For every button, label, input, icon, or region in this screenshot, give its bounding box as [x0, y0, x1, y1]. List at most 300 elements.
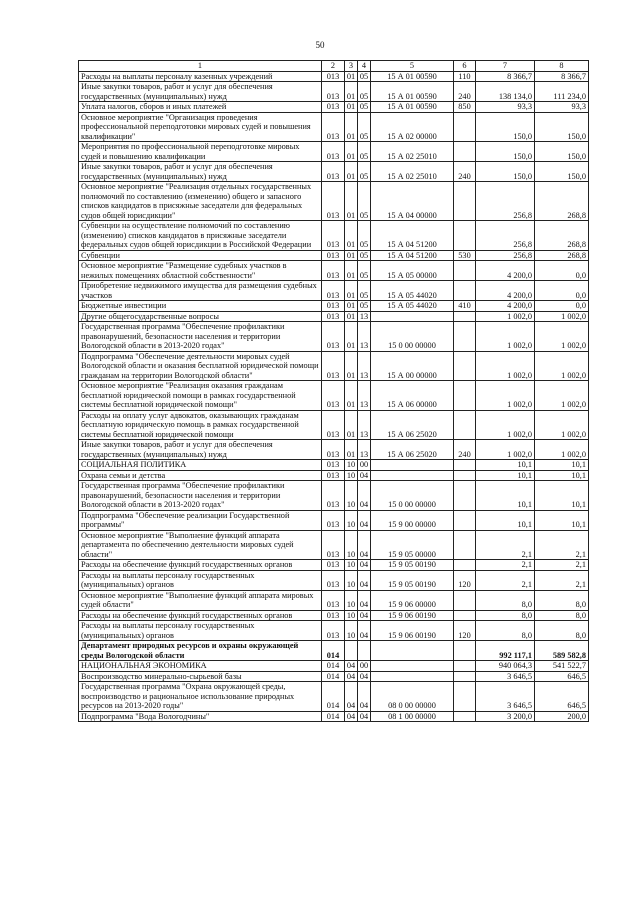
table-row: [79, 112, 589, 142]
table-row: [79, 621, 589, 641]
table-row: [79, 560, 589, 571]
amount-2019: 93,3: [535, 102, 589, 113]
expense-type: [454, 481, 476, 511]
section-code: 04: [345, 661, 358, 672]
ministry-code: 013: [322, 221, 345, 251]
amount-2018: 1 002,0: [476, 440, 535, 460]
subsection-code: 04: [358, 560, 371, 571]
target-article: 15 А 06 25020: [371, 440, 454, 460]
item-name: Расходы на выплаты персоналу казенных учреждений: [79, 71, 322, 82]
target-article: 15 А 02 00000: [371, 112, 454, 142]
table-row: [79, 182, 589, 221]
amount-2018: 138 134,0: [476, 82, 535, 102]
expense-type: [454, 560, 476, 571]
column-header: 1: [79, 61, 322, 72]
expense-type: 240: [454, 82, 476, 102]
expense-type: 120: [454, 621, 476, 641]
ministry-code: 013: [322, 410, 345, 440]
target-article: [371, 671, 454, 682]
subsection-code: 13: [358, 410, 371, 440]
item-name: Государственная программа "Обеспечение профилактики правонарушений, безопасности населения и территории Вологодской области в 2013-2020 годах": [79, 322, 322, 352]
ministry-code: 013: [322, 71, 345, 82]
ministry-code: 013: [322, 112, 345, 142]
item-name: Основное мероприятие "Организация проведения профессиональной переподготовки мировых судей и повышения квалификации": [79, 112, 322, 142]
section-code: 01: [345, 162, 358, 182]
target-article: 15 9 06 00190: [371, 610, 454, 621]
expense-type: [454, 281, 476, 301]
section-code: 01: [345, 261, 358, 281]
amount-2019: 150,0: [535, 142, 589, 162]
amount-2019: 2,1: [535, 560, 589, 571]
expense-type: [454, 261, 476, 281]
target-article: 15 А 00 00000: [371, 351, 454, 381]
target-article: 15 А 01 00590: [371, 102, 454, 113]
budget-table: [78, 60, 589, 722]
amount-2019: 8 366,7: [535, 71, 589, 82]
amount-2018: 1 002,0: [476, 311, 535, 322]
target-article: 15 А 06 00000: [371, 381, 454, 411]
item-name: Подпрограмма "Обеспечение реализации Государственной программы": [79, 510, 322, 530]
amount-2018: 10,1: [476, 460, 535, 471]
amount-2019: 646,5: [535, 682, 589, 712]
section-code: 10: [345, 610, 358, 621]
ministry-code: 013: [322, 621, 345, 641]
amount-2018: 4 200,0: [476, 261, 535, 281]
item-name: Другие общегосударственные вопросы: [79, 311, 322, 322]
section-code: 01: [345, 440, 358, 460]
section-code: 10: [345, 470, 358, 481]
amount-2018: 2,1: [476, 560, 535, 571]
amount-2018: 8 366,7: [476, 71, 535, 82]
table-row: [79, 510, 589, 530]
section-code: 10: [345, 460, 358, 471]
expense-type: [454, 470, 476, 481]
table-row: [79, 460, 589, 471]
ministry-code: 014: [322, 661, 345, 672]
subsection-code: 00: [358, 661, 371, 672]
subsection-code: 04: [358, 570, 371, 590]
table-row: [79, 250, 589, 261]
ministry-code: 013: [322, 570, 345, 590]
amount-2018: 150,0: [476, 162, 535, 182]
item-name: Государственная программа "Охрана окружающей среды, воспроизводство и рациональное использование природных ресурсов на 2013-2020 годы": [79, 682, 322, 712]
target-article: [371, 460, 454, 471]
table-row: [79, 470, 589, 481]
amount-2019: 10,1: [535, 460, 589, 471]
column-header: 8: [535, 61, 589, 72]
item-name: Основное мероприятие "Выполнение функций аппарата департамента по обеспечению деятельности мировых судей области": [79, 530, 322, 560]
ministry-code: 013: [322, 182, 345, 221]
table-row: [79, 590, 589, 610]
amount-2018: 3 646,5: [476, 682, 535, 712]
table-row: [79, 682, 589, 712]
subsection-code: 05: [358, 261, 371, 281]
target-article: 15 9 00 00000: [371, 510, 454, 530]
item-name: Иные закупки товаров, работ и услуг для обеспечения государственных (муниципальных) нужд: [79, 162, 322, 182]
expense-type: [454, 112, 476, 142]
amount-2019: 589 582,8: [535, 641, 589, 661]
item-name: Уплата налогов, сборов и иных платежей: [79, 102, 322, 113]
target-article: 15 А 05 44020: [371, 301, 454, 312]
section-code: 01: [345, 410, 358, 440]
amount-2019: 200,0: [535, 711, 589, 722]
section-code: 01: [345, 250, 358, 261]
target-article: [371, 641, 454, 661]
target-article: 15 А 04 51200: [371, 221, 454, 251]
ministry-code: 013: [322, 281, 345, 301]
amount-2018: 992 117,1: [476, 641, 535, 661]
subsection-code: 13: [358, 322, 371, 352]
amount-2018: 8,0: [476, 610, 535, 621]
item-name: Расходы на выплаты персоналу государственных (муниципальных) органов: [79, 621, 322, 641]
amount-2019: 646,5: [535, 671, 589, 682]
amount-2019: 0,0: [535, 301, 589, 312]
ministry-code: 013: [322, 250, 345, 261]
item-name: Субвенции: [79, 250, 322, 261]
expense-type: [454, 530, 476, 560]
table-row: [79, 102, 589, 113]
ministry-code: 014: [322, 671, 345, 682]
item-name: Основное мероприятие "Реализация оказания гражданам бесплатной юридической помощи в рамках государственной системы бесплатной юридической помощи": [79, 381, 322, 411]
table-row: [79, 301, 589, 312]
ministry-code: 013: [322, 481, 345, 511]
amount-2018: 10,1: [476, 481, 535, 511]
amount-2019: 150,0: [535, 162, 589, 182]
amount-2019: 8,0: [535, 590, 589, 610]
amount-2018: 3 646,5: [476, 671, 535, 682]
target-article: 15 9 05 00000: [371, 530, 454, 560]
amount-2018: 256,8: [476, 250, 535, 261]
ministry-code: 013: [322, 381, 345, 411]
subsection-code: 00: [358, 460, 371, 471]
amount-2018: 10,1: [476, 470, 535, 481]
section-code: 01: [345, 281, 358, 301]
amount-2018: 1 002,0: [476, 351, 535, 381]
table-row: [79, 351, 589, 381]
table-header-row: [79, 61, 589, 72]
item-name: Бюджетные инвестиции: [79, 301, 322, 312]
ministry-code: 014: [322, 682, 345, 712]
expense-type: [454, 510, 476, 530]
amount-2018: 1 002,0: [476, 410, 535, 440]
target-article: 15 9 06 00000: [371, 590, 454, 610]
ministry-code: 013: [322, 162, 345, 182]
subsection-code: 04: [358, 621, 371, 641]
amount-2019: 1 002,0: [535, 351, 589, 381]
amount-2019: 10,1: [535, 510, 589, 530]
target-article: [371, 661, 454, 672]
expense-type: [454, 460, 476, 471]
subsection-code: 05: [358, 301, 371, 312]
section-code: 01: [345, 71, 358, 82]
item-name: Иные закупки товаров, работ и услуг для обеспечения государственных (муниципальных) нужд: [79, 440, 322, 460]
subsection-code: 05: [358, 82, 371, 102]
table-row: [79, 221, 589, 251]
subsection-code: 05: [358, 102, 371, 113]
amount-2019: 268,8: [535, 250, 589, 261]
amount-2018: 150,0: [476, 112, 535, 142]
amount-2019: 8,0: [535, 621, 589, 641]
ministry-code: 013: [322, 301, 345, 312]
target-article: 15 9 05 00190: [371, 560, 454, 571]
section-code: 10: [345, 481, 358, 511]
column-header: 3: [345, 61, 358, 72]
ministry-code: 013: [322, 510, 345, 530]
table-row: [79, 641, 589, 661]
amount-2019: 1 002,0: [535, 381, 589, 411]
ministry-code: 014: [322, 711, 345, 722]
table-row: [79, 281, 589, 301]
section-code: 04: [345, 682, 358, 712]
amount-2018: 8,0: [476, 590, 535, 610]
ministry-code: 013: [322, 102, 345, 113]
item-name: Основное мероприятие "Выполнение функций аппарата мировых судей области": [79, 590, 322, 610]
ministry-code: 013: [322, 311, 345, 322]
amount-2018: 93,3: [476, 102, 535, 113]
amount-2018: 8,0: [476, 621, 535, 641]
expense-type: [454, 661, 476, 672]
table-row: [79, 530, 589, 560]
amount-2019: 0,0: [535, 281, 589, 301]
amount-2019: 268,8: [535, 221, 589, 251]
page-number: 50: [315, 40, 325, 50]
subsection-code: 05: [358, 281, 371, 301]
amount-2018: 940 064,3: [476, 661, 535, 672]
table-row: [79, 82, 589, 102]
target-article: 15 А 01 00590: [371, 71, 454, 82]
table-row: [79, 610, 589, 621]
item-name: Основное мероприятие "Размещение судебных участков в нежилых помещениях областной собственности": [79, 261, 322, 281]
expense-type: [454, 311, 476, 322]
subsection-code: 04: [358, 481, 371, 511]
subsection-code: 04: [358, 682, 371, 712]
amount-2018: 256,8: [476, 182, 535, 221]
target-article: 15 0 00 00000: [371, 322, 454, 352]
ministry-code: 013: [322, 590, 345, 610]
section-code: [345, 641, 358, 661]
table-row: [79, 481, 589, 511]
table-row: [79, 711, 589, 722]
subsection-code: [358, 641, 371, 661]
table-row: [79, 661, 589, 672]
subsection-code: 05: [358, 112, 371, 142]
ministry-code: 014: [322, 641, 345, 661]
section-code: 10: [345, 621, 358, 641]
subsection-code: 13: [358, 440, 371, 460]
amount-2019: 1 002,0: [535, 440, 589, 460]
ministry-code: 013: [322, 322, 345, 352]
ministry-code: 013: [322, 82, 345, 102]
expense-type: [454, 410, 476, 440]
amount-2018: 256,8: [476, 221, 535, 251]
table-row: [79, 410, 589, 440]
amount-2019: 1 002,0: [535, 322, 589, 352]
amount-2018: 4 200,0: [476, 301, 535, 312]
column-header: 2: [322, 61, 345, 72]
expense-type: [454, 322, 476, 352]
item-name: СОЦИАЛЬНАЯ ПОЛИТИКА: [79, 460, 322, 471]
target-article: 15 9 05 00190: [371, 570, 454, 590]
ministry-code: 013: [322, 142, 345, 162]
amount-2018: 3 200,0: [476, 711, 535, 722]
amount-2019: 111 234,0: [535, 82, 589, 102]
target-article: 08 0 00 00000: [371, 682, 454, 712]
amount-2019: 0,0: [535, 261, 589, 281]
item-name: Иные закупки товаров, работ и услуг для обеспечения государственных (муниципальных) нужд: [79, 82, 322, 102]
expense-type: 240: [454, 440, 476, 460]
item-name: НАЦИОНАЛЬНАЯ ЭКОНОМИКА: [79, 661, 322, 672]
column-header: 7: [476, 61, 535, 72]
target-article: [371, 311, 454, 322]
section-code: 01: [345, 221, 358, 251]
expense-type: 110: [454, 71, 476, 82]
item-name: Основное мероприятие "Реализация отдельных государственных полномочий по составлению (изменению) общего и запасного списков кандидатов в присяжные заседатели для федеральных судов общей юрисдикции": [79, 182, 322, 221]
target-article: 15 А 04 51200: [371, 250, 454, 261]
amount-2019: 268,8: [535, 182, 589, 221]
ministry-code: 013: [322, 440, 345, 460]
amount-2018: 1 002,0: [476, 322, 535, 352]
expense-type: [454, 221, 476, 251]
amount-2019: 2,1: [535, 570, 589, 590]
amount-2018: 1 002,0: [476, 381, 535, 411]
item-name: Расходы на обеспечение функций государственных органов: [79, 610, 322, 621]
target-article: 15 А 05 44020: [371, 281, 454, 301]
expense-type: [454, 682, 476, 712]
target-article: 15 А 05 00000: [371, 261, 454, 281]
section-code: 04: [345, 711, 358, 722]
table-row: [79, 261, 589, 281]
item-name: Охрана семьи и детства: [79, 470, 322, 481]
expense-type: [454, 641, 476, 661]
item-name: Расходы на оплату услуг адвокатов, оказывающих гражданам бесплатную юридическую помощь в рамках государственной системы бесплатной юридической помощи: [79, 410, 322, 440]
expense-type: [454, 711, 476, 722]
item-name: Воспроизводство минерально-сырьевой базы: [79, 671, 322, 682]
amount-2019: 8,0: [535, 610, 589, 621]
expense-type: 410: [454, 301, 476, 312]
expense-type: 850: [454, 102, 476, 113]
item-name: Приобретение недвижимого имущества для размещения судебных участков: [79, 281, 322, 301]
column-header: 4: [358, 61, 371, 72]
amount-2018: 2,1: [476, 530, 535, 560]
section-code: 10: [345, 590, 358, 610]
section-code: 01: [345, 322, 358, 352]
amount-2019: 150,0: [535, 112, 589, 142]
amount-2018: 4 200,0: [476, 281, 535, 301]
subsection-code: 05: [358, 71, 371, 82]
ministry-code: 013: [322, 610, 345, 621]
subsection-code: 04: [358, 671, 371, 682]
expense-type: [454, 182, 476, 221]
target-article: 15 А 06 25020: [371, 410, 454, 440]
expense-type: [454, 671, 476, 682]
expense-type: [454, 351, 476, 381]
subsection-code: 05: [358, 142, 371, 162]
table-row: [79, 440, 589, 460]
table-row: [79, 311, 589, 322]
subsection-code: 05: [358, 250, 371, 261]
subsection-code: 13: [358, 311, 371, 322]
target-article: 15 А 04 00000: [371, 182, 454, 221]
ministry-code: 013: [322, 530, 345, 560]
amount-2018: 10,1: [476, 510, 535, 530]
amount-2019: 1 002,0: [535, 410, 589, 440]
item-name: Мероприятия по профессиональной переподготовке мировых судей и повышению квалификации: [79, 142, 322, 162]
item-name: Расходы на выплаты персоналу государственных (муниципальных) органов: [79, 570, 322, 590]
amount-2019: 10,1: [535, 481, 589, 511]
subsection-code: 04: [358, 470, 371, 481]
table-row: [79, 142, 589, 162]
section-code: 01: [345, 112, 358, 142]
target-article: 15 А 02 25010: [371, 142, 454, 162]
section-code: 01: [345, 381, 358, 411]
amount-2019: 2,1: [535, 530, 589, 560]
table-row: [79, 671, 589, 682]
section-code: 10: [345, 510, 358, 530]
column-header: 5: [371, 61, 454, 72]
item-name: Субвенции на осуществление полномочий по составлению (изменению) списков кандидатов в присяжные заседатели федеральных судов общей юрисдикции в Российской Федерации: [79, 221, 322, 251]
item-name: Расходы на обеспечение функций государственных органов: [79, 560, 322, 571]
subsection-code: 05: [358, 162, 371, 182]
subsection-code: 04: [358, 610, 371, 621]
section-code: 01: [345, 82, 358, 102]
section-code: 01: [345, 311, 358, 322]
subsection-code: 05: [358, 182, 371, 221]
section-code: 04: [345, 671, 358, 682]
subsection-code: 04: [358, 530, 371, 560]
subsection-code: 04: [358, 590, 371, 610]
amount-2018: 2,1: [476, 570, 535, 590]
column-header: 6: [454, 61, 476, 72]
ministry-code: 013: [322, 351, 345, 381]
amount-2019: 541 522,7: [535, 661, 589, 672]
subsection-code: 05: [358, 221, 371, 251]
expense-type: [454, 142, 476, 162]
subsection-code: 04: [358, 510, 371, 530]
expense-type: 120: [454, 570, 476, 590]
subsection-code: 13: [358, 351, 371, 381]
ministry-code: 013: [322, 560, 345, 571]
target-article: 15 0 00 00000: [371, 481, 454, 511]
target-article: 15 А 02 25010: [371, 162, 454, 182]
expense-type: [454, 590, 476, 610]
target-article: [371, 470, 454, 481]
table-row: [79, 162, 589, 182]
target-article: 15 9 06 00190: [371, 621, 454, 641]
target-article: 08 1 00 00000: [371, 711, 454, 722]
section-code: 01: [345, 182, 358, 221]
item-name: Подпрограмма "Обеспечение деятельности мировых судей Вологодской области и оказания бесплатной юридической помощи гражданам на территории Вологодской области": [79, 351, 322, 381]
subsection-code: 13: [358, 381, 371, 411]
section-code: 01: [345, 102, 358, 113]
amount-2019: 1 002,0: [535, 311, 589, 322]
amount-2019: 10,1: [535, 470, 589, 481]
expense-type: 240: [454, 162, 476, 182]
item-name: Подпрограмма "Вода Вологодчины": [79, 711, 322, 722]
item-name: Государственная программа "Обеспечение профилактики правонарушений, безопасности населения и территории Вологодской области в 2013-2020 годах": [79, 481, 322, 511]
subsection-code: 04: [358, 711, 371, 722]
target-article: 15 А 01 00590: [371, 82, 454, 102]
section-code: 01: [345, 351, 358, 381]
amount-2018: 150,0: [476, 142, 535, 162]
table-row: [79, 71, 589, 82]
table-row: [79, 570, 589, 590]
ministry-code: 013: [322, 470, 345, 481]
table-row: [79, 322, 589, 352]
item-name: Департамент природных ресурсов и охраны окружающей среды Вологодской области: [79, 641, 322, 661]
table-row: [79, 381, 589, 411]
section-code: 10: [345, 570, 358, 590]
section-code: 10: [345, 560, 358, 571]
